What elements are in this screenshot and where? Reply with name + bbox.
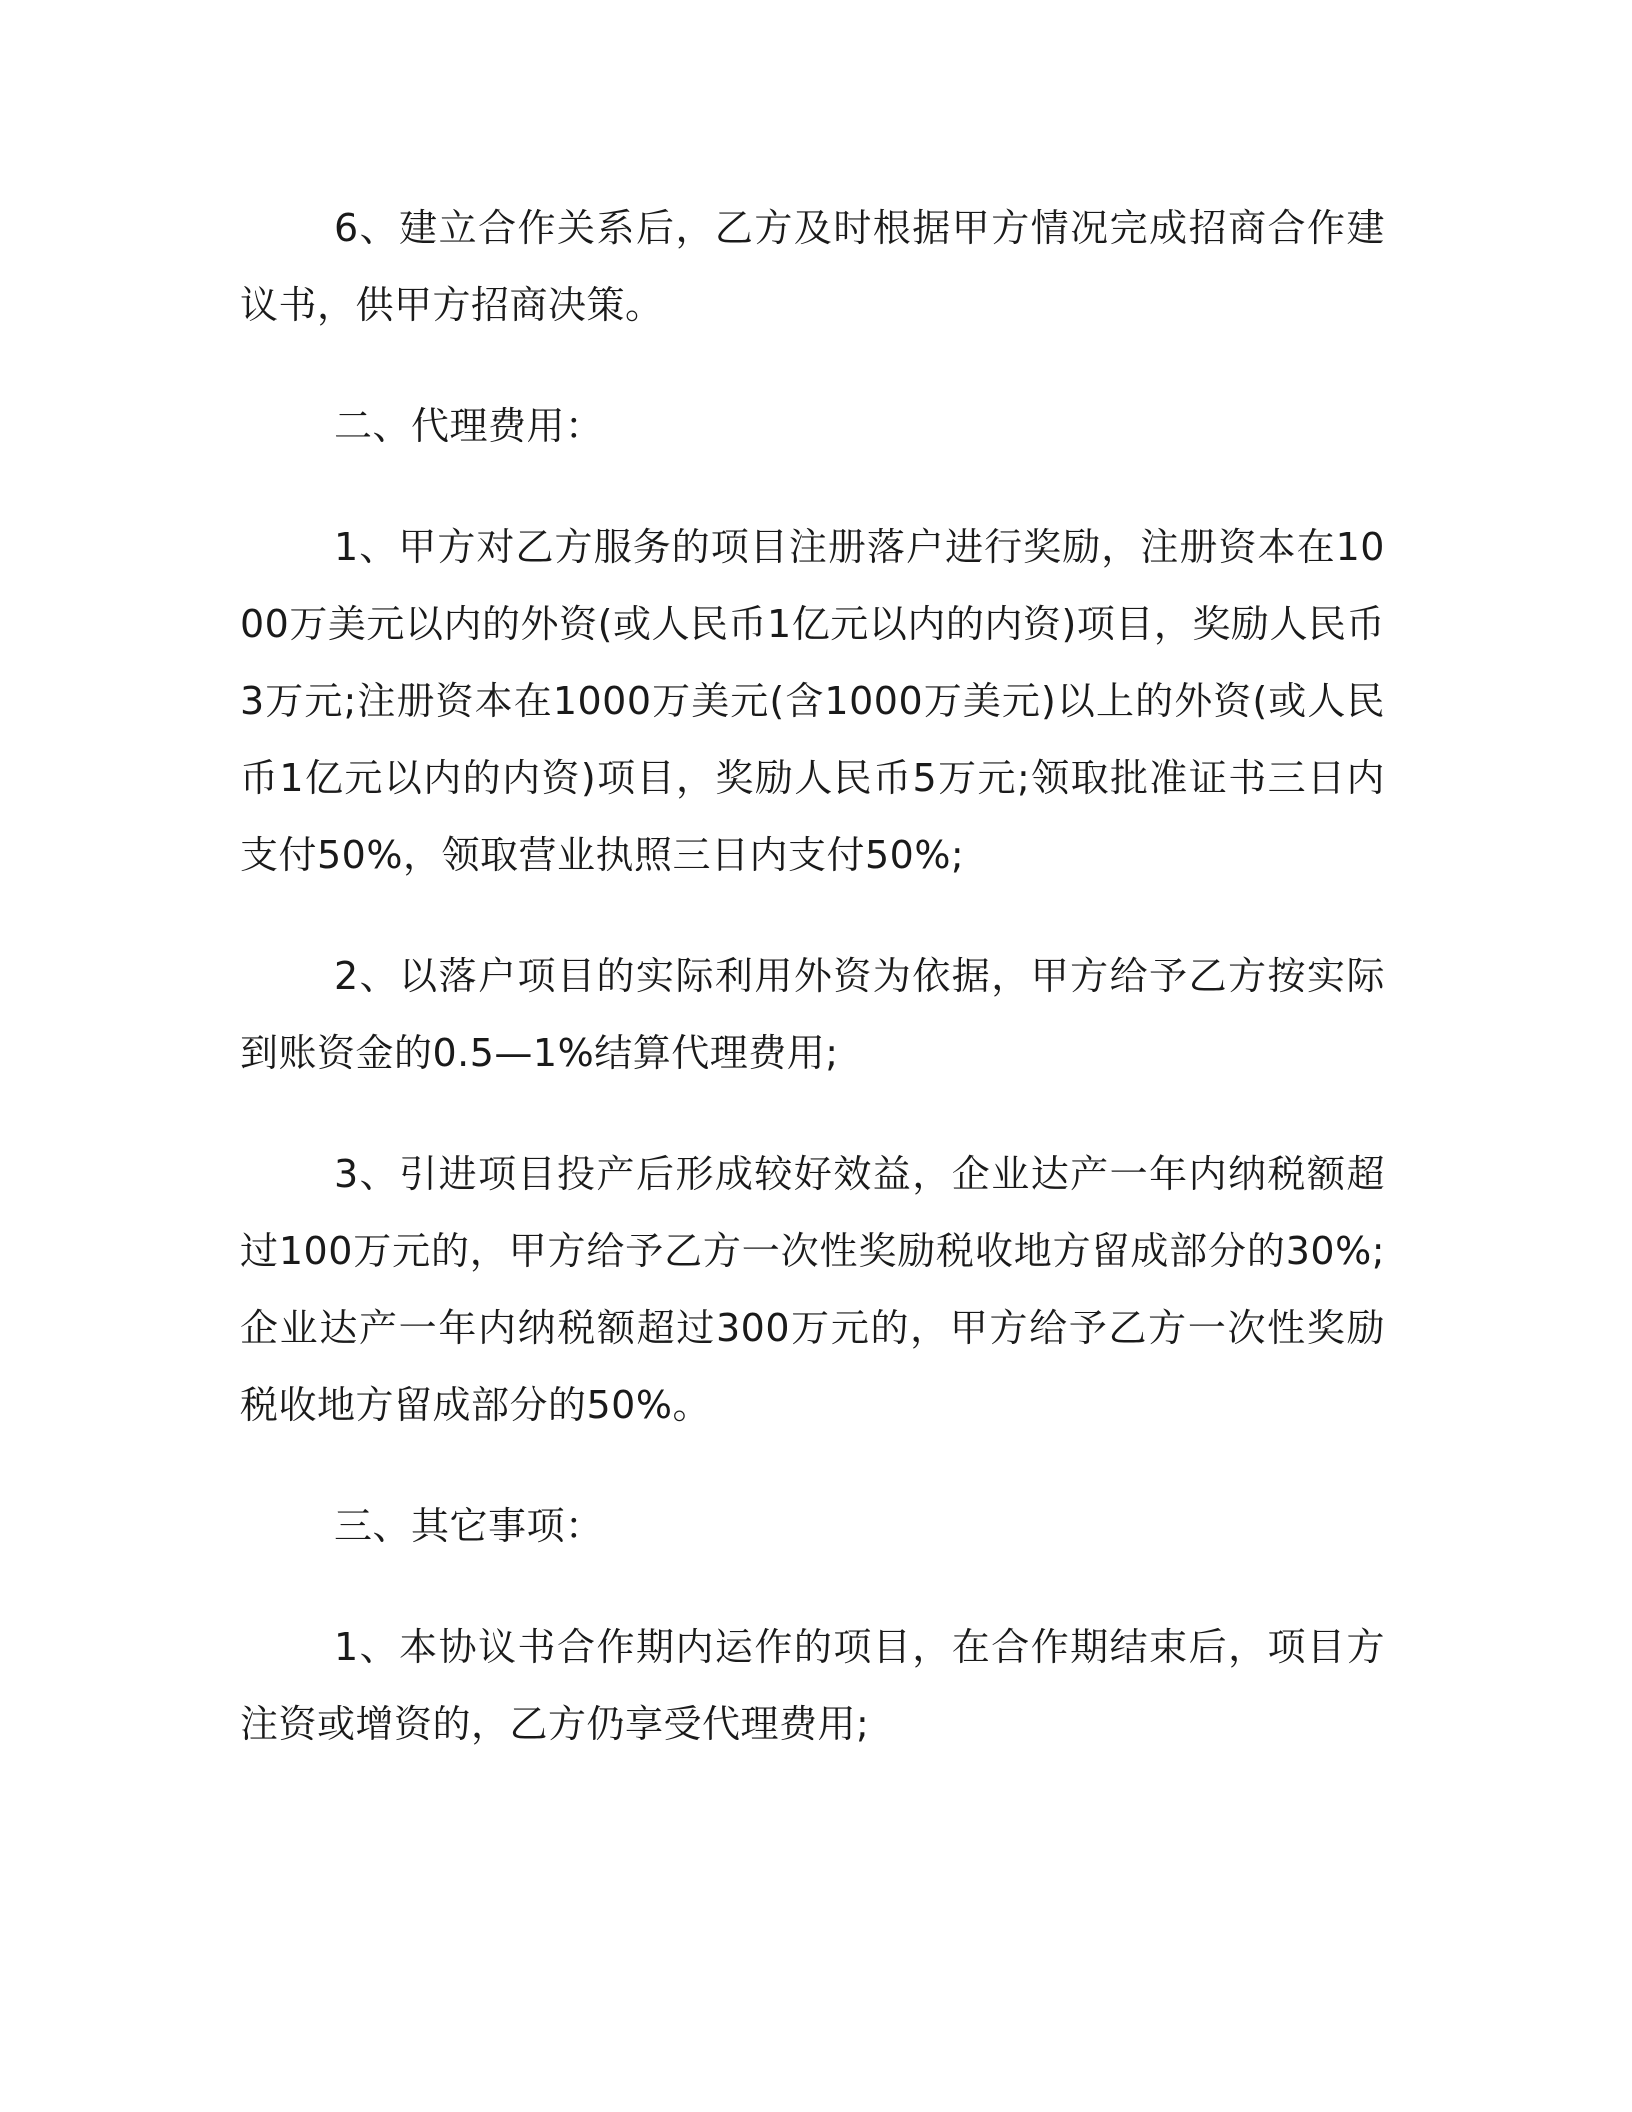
paragraph-fee-item-1: 1、甲方对乙方服务的项目注册落户进行奖励，注册资本在1000万美元以内的外资(或人民币1亿元以内的内资)项目，奖励人民币3万元;注册资本在1000万美元(含1000万美元)以上的外资(或人民币1亿元以内的内资)项目，奖励人民币5万元;领取批准证书三日内支付50%，领取营业执照三日内支付50%; [240, 525, 1385, 877]
document-body [240, 190, 1385, 1807]
paragraph-fee-item-2: 2、以落户项目的实际利用外资为依据，甲方给予乙方按实际到账资金的0.5—1%结算代理费用; [240, 954, 1385, 1075]
paragraph-other-item-1: 1、本协议书合作期内运作的项目，在合作期结束后，项目方注资或增资的，乙方仍享受代理费用; [240, 1625, 1385, 1746]
section-heading-agency-fees: 二、代理费用： [334, 404, 604, 448]
section-heading-other-matters: 三、其它事项： [334, 1504, 604, 1548]
paragraph-item-6: 6、建立合作关系后，乙方及时根据甲方情况完成招商合作建议书，供甲方招商决策。 [240, 206, 1385, 327]
paragraph-fee-item-3: 3、引进项目投产后形成较好效益，企业达产一年内纳税额超过100万元的，甲方给予乙方一次性奖励税收地方留成部分的30%;企业达产一年内纳税额超过300万元的，甲方给予乙方一次性奖励税收地方留成部分的50%。 [240, 1152, 1385, 1427]
